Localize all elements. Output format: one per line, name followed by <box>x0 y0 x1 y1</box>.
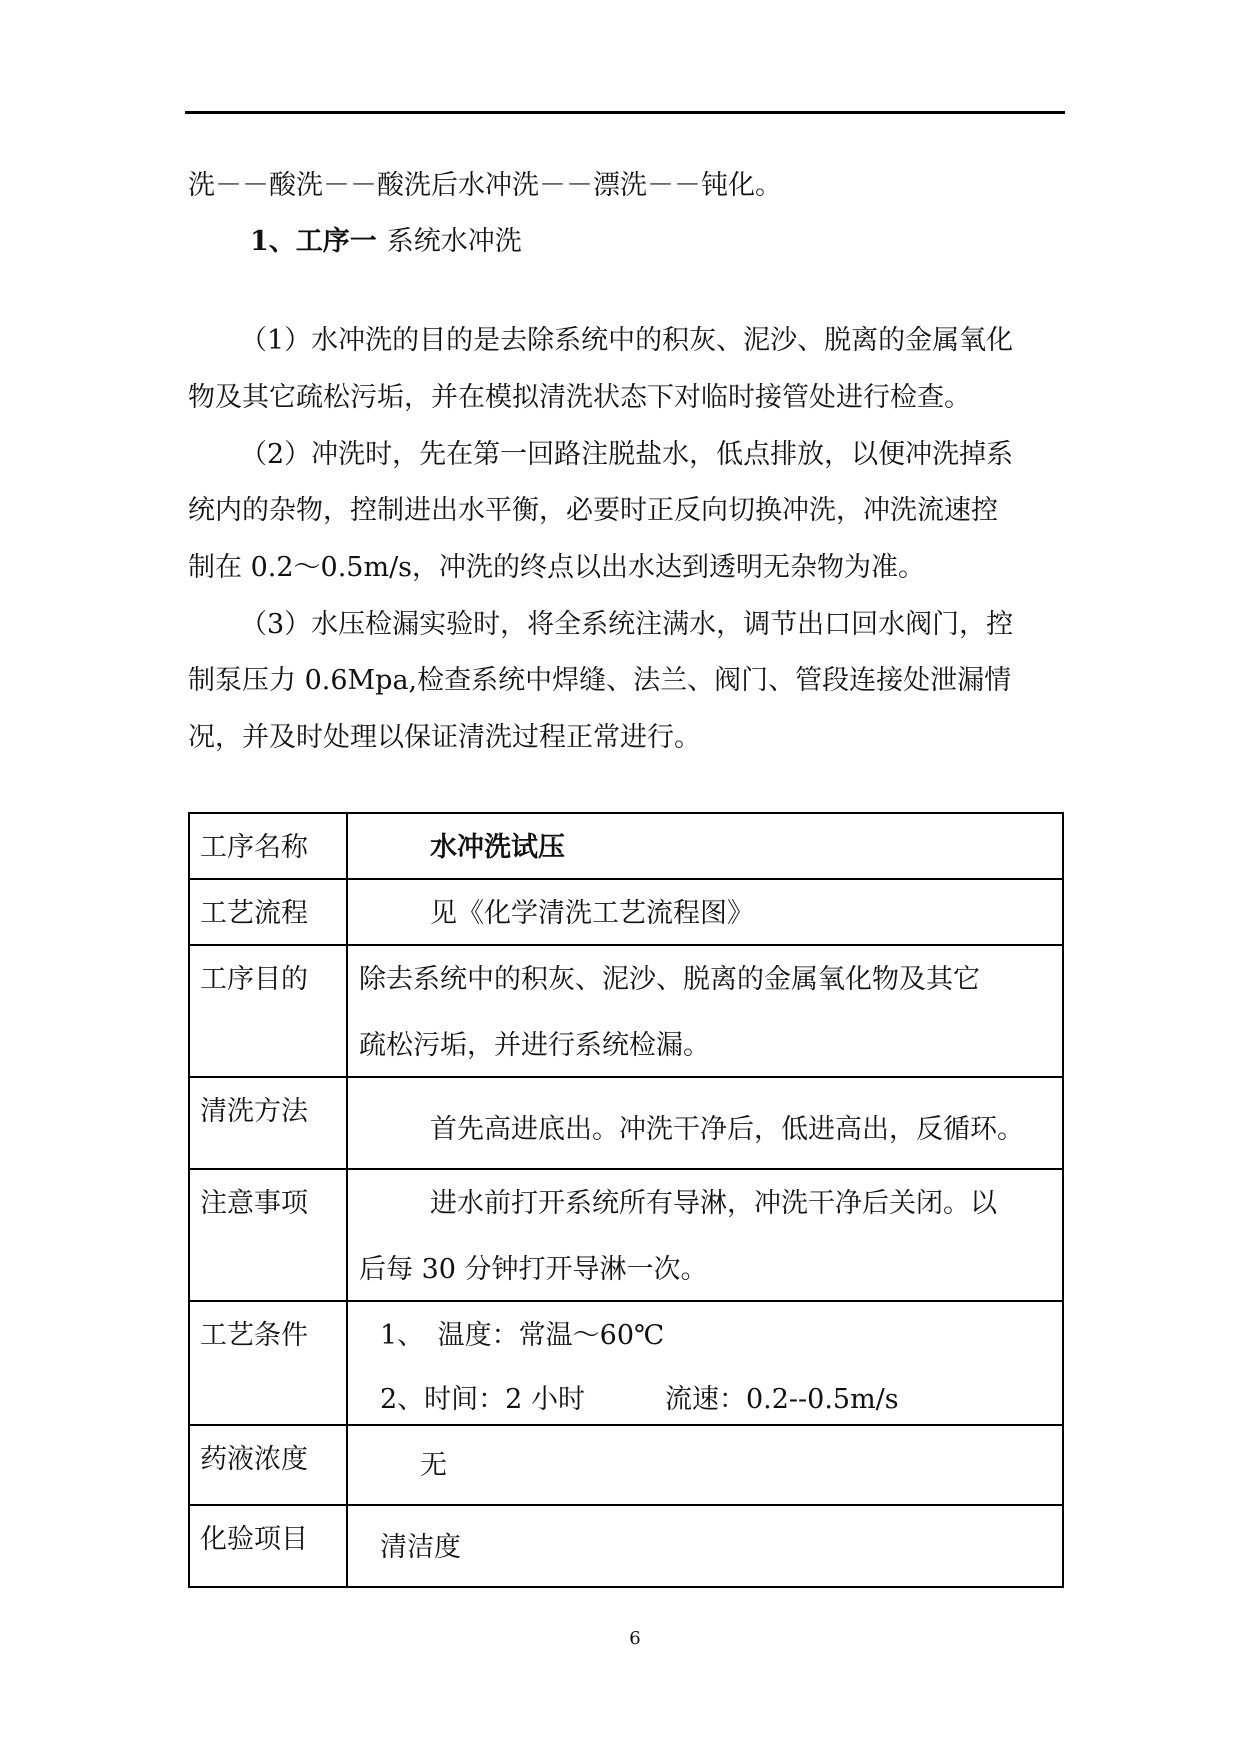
row-value <box>347 1505 1063 1587</box>
paragraph-line: 统内的杂物，控制进出水平衡，必要时正反向切换冲洗，冲洗流速控 <box>188 495 998 526</box>
cleaning-method-text: 首先高进底出。冲洗干净后，低进高出，反循环。 <box>430 1114 1024 1145</box>
row-value <box>347 1425 1063 1505</box>
row-value <box>347 1301 1063 1425</box>
section-title: 系统水冲洗 <box>386 226 522 257</box>
table-row <box>189 1077 1063 1169</box>
concentration-text: 无 <box>420 1450 447 1481</box>
row-label: 药液浓度 <box>189 1425 347 1505</box>
paragraph-line: 制泵压力 0.6Mpa,检查系统中焊缝、法兰、阀门、管段连接处泄漏情 <box>188 665 1012 696</box>
condition-time-flow <box>348 1354 1062 1418</box>
test-item-text: 清洁度 <box>380 1532 461 1563</box>
table-row <box>189 945 1063 1077</box>
row-value <box>347 879 1063 945</box>
purpose-line: 疏松污垢，并进行系统检漏。 <box>359 1030 710 1061</box>
row-label: 工艺流程 <box>189 879 347 945</box>
table-row <box>189 1425 1063 1505</box>
row-label: 清洗方法 <box>189 1077 347 1169</box>
table-row <box>189 1301 1063 1425</box>
notes-line: 后每 30 分钟打开导淋一次。 <box>359 1254 708 1285</box>
paragraph-line: 况，并及时处理以保证清洗过程正常进行。 <box>188 722 701 753</box>
row-label: 注意事项 <box>189 1169 347 1301</box>
process-table <box>188 812 1064 1588</box>
notes-line: 进水前打开系统所有导淋，冲洗干净后关闭。以 <box>430 1188 997 1219</box>
row-value <box>347 813 1063 879</box>
table-row <box>189 1169 1063 1301</box>
table-row <box>189 813 1063 879</box>
condition-flow: 流速：0.2--0.5m/s <box>664 1384 899 1415</box>
row-label: 化验项目 <box>189 1505 347 1587</box>
paragraph-line: 物及其它疏松污垢，并在模拟清洗状态下对临时接管处进行检查。 <box>188 382 971 413</box>
paragraph-line: （2）冲洗时，先在第一回路注脱盐水，低点排放，以便冲洗掉系 <box>240 439 1014 470</box>
section-number: 1、工序一 <box>250 226 377 257</box>
table-row <box>189 1505 1063 1587</box>
section-heading <box>250 224 522 260</box>
table-row <box>189 879 1063 945</box>
row-value <box>347 1077 1063 1169</box>
row-label: 工序名称 <box>189 813 347 879</box>
paragraph-line: （3）水压检漏实验时，将全系统注满水，调节出口回水阀门，控 <box>240 609 1014 640</box>
condition-temperature: 1、 温度：常温～60℃ <box>380 1320 665 1351</box>
row-label: 工艺条件 <box>189 1301 347 1425</box>
row-value <box>347 945 1063 1077</box>
paragraph-line: （1）水冲洗的目的是去除系统中的积灰、泥沙、脱离的金属氧化 <box>240 325 1014 356</box>
purpose-line: 除去系统中的积灰、泥沙、脱离的金属氧化物及其它 <box>359 964 980 995</box>
row-value <box>347 1169 1063 1301</box>
procedure-name: 水冲洗试压 <box>430 832 565 863</box>
condition-time: 2、时间：2 小时 <box>380 1384 585 1415</box>
page-number: 6 <box>629 1628 641 1649</box>
paragraph-line: 制在 0.2～0.5m/s，冲洗的终点以出水达到透明无杂物为准。 <box>188 552 926 583</box>
process-flow-text: 见《化学清洗工艺流程图》 <box>430 898 754 929</box>
row-label: 工序目的 <box>189 945 347 1077</box>
intro-line: 洗－－酸洗－－酸洗后水冲洗－－漂洗－－钝化。 <box>188 170 782 201</box>
header-rule <box>185 111 1065 114</box>
